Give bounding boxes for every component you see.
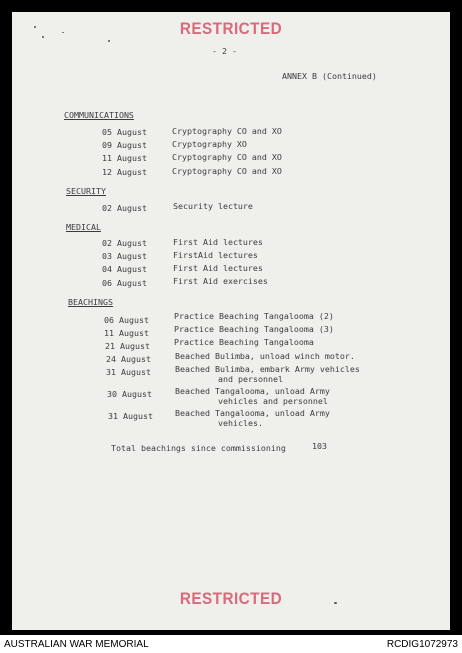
archive-name: AUSTRALIAN WAR MEMORIAL [4,639,149,650]
paper-speck [42,36,44,38]
entry-text: First Aid exercises [173,276,268,286]
entry-text: First Aid lectures [173,263,263,273]
entry-date: 31 August [108,411,153,421]
entry-date: 05 August [102,127,147,137]
entry-text-continued: vehicles and personnel [218,396,328,406]
entry-text: First Aid lectures [173,237,263,247]
entry-date: 06 August [104,315,149,325]
paper-speck [62,32,64,33]
document-page [12,12,450,630]
restricted-stamp-top: RESTRICTED [179,19,283,38]
entry-text: Practice Beaching Tangalooma [174,337,314,347]
entry-date: 09 August [102,140,147,150]
restricted-stamp-bottom: RESTRICTED [179,589,283,608]
total-value: 103 [312,441,327,451]
entry-text: Security lecture [173,201,253,211]
entry-date: 02 August [102,203,147,213]
entry-text: Cryptography CO and XO [172,126,282,136]
archive-record-id: RCDIG1072973 [386,639,458,650]
entry-date: 04 August [102,264,147,274]
entry-date: 21 August [105,341,150,351]
entry-date: 24 August [106,354,151,364]
entry-date: 12 August [102,167,147,177]
entry-date: 30 August [107,389,152,399]
total-label: Total beachings since commissioning [111,443,286,453]
entry-date: 31 August [106,367,151,377]
section-heading-medical: MEDICAL [66,222,101,232]
annex-heading: ANNEX B (Continued) [282,71,377,81]
entry-text-continued: vehicles. [218,418,263,428]
entry-text: Beached Tangalooma, unload Army [175,386,330,396]
paper-speck [34,26,36,28]
entry-date: 11 August [104,328,149,338]
entry-date: 11 August [102,153,147,163]
entry-date: 02 August [102,238,147,248]
entry-text: Cryptography CO and XO [172,166,282,176]
entry-text-continued: and personnel [218,374,283,384]
paper-speck [108,40,110,42]
entry-text: FirstAid lectures [173,250,258,260]
section-heading-communications: COMMUNICATIONS [64,110,134,120]
entry-text: Cryptography CO and XO [172,152,282,162]
entry-date: 06 August [102,278,147,288]
section-heading-beachings: BEACHINGS [68,297,113,307]
entry-text: Beached Bulimba, embark Army vehicles [175,364,360,374]
entry-date: 03 August [102,251,147,261]
entry-text: Practice Beaching Tangalooma (2) [174,311,334,321]
entry-text: Beached Bulimba, unload winch motor. [175,351,355,361]
page-number: - 2 - [212,46,237,56]
archive-footer [0,635,462,653]
entry-text: Practice Beaching Tangalooma (3) [174,324,334,334]
entry-text: Cryptography XO [172,139,247,149]
section-heading-security: SECURITY [66,186,106,196]
entry-text: Beached Tangalooma, unload Army [175,408,330,418]
